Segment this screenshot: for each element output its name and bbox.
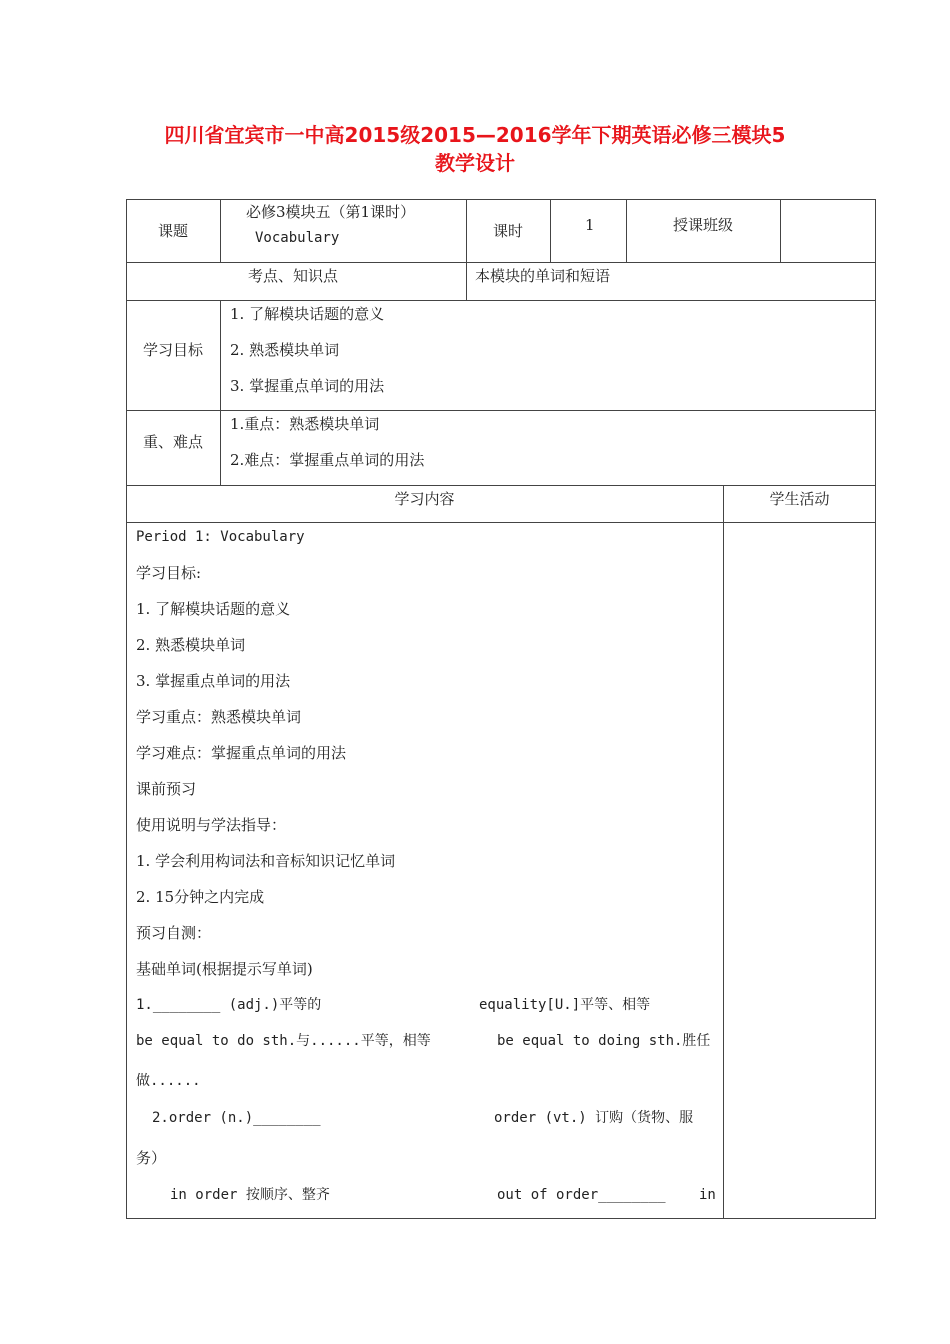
vocab-item-left: 1.________ (adj.)平等的 bbox=[136, 997, 322, 1013]
goals-label: 学习目标 bbox=[142, 341, 203, 359]
row-divider bbox=[126, 410, 876, 411]
vocab-item-right: order (vt.) 订购（货物、服 bbox=[494, 1110, 694, 1126]
content-header: 学习内容 bbox=[394, 490, 455, 508]
knowledge-points-value: 本模块的单词和短语 bbox=[475, 267, 611, 285]
vocab-phrase-right: be equal to doing sth.胜任 bbox=[497, 1033, 711, 1049]
class-label: 授课班级 bbox=[673, 216, 734, 234]
hours-value: 1 bbox=[585, 216, 595, 234]
goal-item: 3. 掌握重点单词的用法 bbox=[230, 377, 385, 395]
column-divider bbox=[723, 485, 724, 1219]
column-divider bbox=[550, 199, 551, 262]
content-line: 学习难点：掌握重点单词的用法 bbox=[136, 744, 347, 762]
column-divider bbox=[220, 199, 221, 262]
content-line: 课前预习 bbox=[136, 780, 197, 798]
document-title-line2: 教学设计 bbox=[435, 151, 515, 175]
vocab-item-right: equality[U.]平等、相等 bbox=[479, 997, 651, 1013]
vocab-phrase-continued: 做...... bbox=[136, 1073, 201, 1089]
row-divider bbox=[126, 522, 876, 523]
vocab-phrase-left: be equal to do sth.与......平等，相等 bbox=[136, 1033, 431, 1049]
row-divider bbox=[126, 485, 876, 486]
document-title-line1: 四川省宜宾市一中高2015级2015—2016学年下期英语必修三模块5 bbox=[164, 123, 786, 147]
column-divider bbox=[626, 199, 627, 262]
vocab-phrase: in bbox=[699, 1187, 716, 1203]
activity-header: 学生活动 bbox=[769, 490, 830, 508]
vocab-phrase: in order 按顺序、整齐 bbox=[170, 1187, 330, 1203]
content-line: Period 1: Vocabulary bbox=[136, 529, 305, 545]
topic-title: 必修3模块五（第1课时） bbox=[246, 203, 416, 221]
keypoint-item: 2.难点：掌握重点单词的用法 bbox=[230, 451, 425, 469]
content-line: 学习目标: bbox=[136, 564, 202, 582]
column-divider bbox=[466, 199, 467, 300]
content-line: 2. 15分钟之内完成 bbox=[136, 888, 265, 906]
vocab-item-left: 2.order (n.)________ bbox=[152, 1110, 321, 1126]
goal-item: 2. 熟悉模块单词 bbox=[230, 341, 340, 359]
content-line: 2. 熟悉模块单词 bbox=[136, 636, 246, 654]
vocab-item-continued: 务） bbox=[136, 1149, 167, 1167]
content-line: 1. 学会利用构词法和音标知识记忆单词 bbox=[136, 852, 396, 870]
keypoints-label: 重、难点 bbox=[142, 433, 203, 451]
row-divider bbox=[126, 262, 876, 263]
row-divider bbox=[126, 300, 876, 301]
content-line: 3. 掌握重点单词的用法 bbox=[136, 672, 291, 690]
content-line: 学习重点：熟悉模块单词 bbox=[136, 708, 302, 726]
goal-item: 1. 了解模块话题的意义 bbox=[230, 305, 385, 323]
content-line: 预习自测： bbox=[136, 924, 212, 942]
knowledge-points-label: 考点、知识点 bbox=[248, 267, 339, 285]
content-line: 1. 了解模块话题的意义 bbox=[136, 600, 291, 618]
column-divider bbox=[780, 199, 781, 262]
topic-subtitle: Vocabulary bbox=[255, 230, 340, 246]
hours-label: 课时 bbox=[492, 222, 523, 240]
topic-label: 课题 bbox=[157, 222, 188, 240]
content-line: 基础单词(根据提示写单词) bbox=[136, 960, 313, 978]
content-line: 使用说明与学法指导： bbox=[136, 816, 287, 834]
vocab-phrase: out of order________ bbox=[497, 1187, 666, 1203]
keypoint-item: 1.重点：熟悉模块单词 bbox=[230, 415, 380, 433]
column-divider bbox=[220, 300, 221, 485]
